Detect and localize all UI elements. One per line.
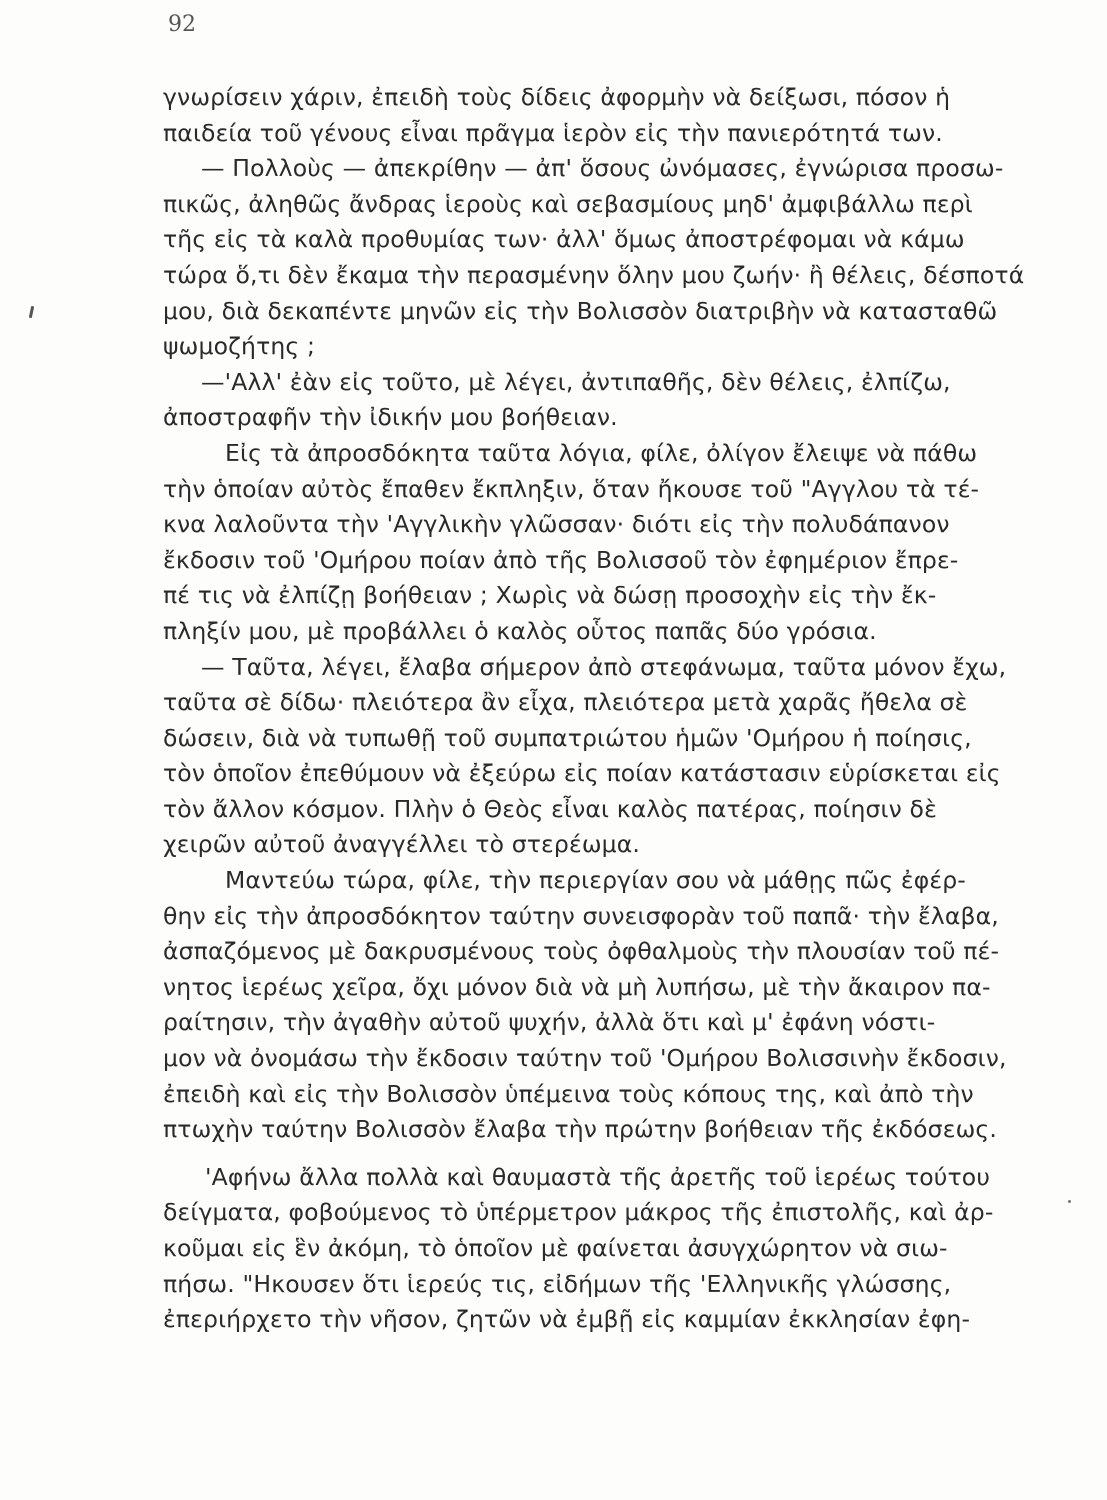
text-line: τώρα ὅ,τι δὲν ἔκαμα τὴν περασμένην ὅλην μου ζωήν· ἢ θέλεις, δέσποτά (163, 260, 1025, 289)
text-line: ταῦτα σὲ δίδω· πλειότερα ἂν εἶχα, πλειότερα μετὰ χαρᾶς ἤθελα σὲ (163, 688, 968, 717)
text-line: δώσειν, διὰ νὰ τυπωθῇ τοῦ συμπατριώτου ἡμῶν 'Ομήρου ἡ ποίησις, (163, 723, 972, 752)
body-text (163, 80, 1043, 1338)
text-line: ψωμοζήτης ; (163, 332, 316, 361)
text-line: τῆς εἰς τὰ καλὰ προθυμίας των· ἀλλ' ὅμως ἀποστρέφομαι νὰ κάμω (163, 225, 965, 254)
text-line: τὸν ὁποῖον ἐπεθύμουν νὰ ἐξεύρω εἰς ποίαν κατάστασιν εὑρίσκεται εἰς (163, 759, 1001, 788)
page-number: 92 (168, 12, 196, 37)
text-line: γνωρίσειν χάριν, ἐπειδὴ τοὺς δίδεις ἀφορμὴν νὰ δείξωσι, πόσον ἡ (163, 83, 951, 111)
text-line: — Ταῦτα, λέγει, ἔλαβα σήμερον ἀπὸ στεφάνωμα, ταῦτα μόνον ἔχω, (201, 652, 1007, 681)
text-line: ἐπεριήρχετο τὴν νῆσον, ζητῶν νὰ ἐμβῇ εἰς καμμίαν ἐκκλησίαν ἐφη- (163, 1305, 971, 1334)
text-line: παιδεία τοῦ γένους εἶναι πρᾶγμα ἱερὸν εἰς τὴν πανιερότητά των. (163, 118, 943, 147)
text-line: — Πολλοὺς — ἀπεκρίθην — ἀπ' ὅσους ὠνόμασες, ἐγνώρισα προσω- (201, 154, 1004, 183)
text-line: κοῦμαι εἰς ἓν ἀκόμη, τὸ ὁποῖον μὲ φαίνεται ἀσυγχώρητον νὰ σιω- (163, 1234, 948, 1262)
text-line: μον νὰ ὀνομάσω τὴν ἔκδοσιν ταύτην τοῦ 'Ομήρου Βολισσινὴν ἔκδοσιν, (163, 1044, 1007, 1073)
text-line: ἔκδοσιν τοῦ 'Ομήρου ποίαν ἀπὸ τῆς Βολισσοῦ τὸν ἐφημέριον ἔπρε- (163, 545, 959, 574)
text-line: πήσω. "Ηκουσεν ὅτι ἱερεύς τις, εἰδήμων τῆς 'Ελληνικῆς γλώσσης, (163, 1269, 952, 1298)
text-line: ἐπειδὴ καὶ εἰς τὴν Βολισσὸν ὑπέμεινα τοὺς κόπους της, καὶ ἀπὸ τὴν (163, 1079, 974, 1108)
text-line: μου, διὰ δεκαπέντε μηνῶν εἰς τὴν Βολισσὸν διατριβὴν νὰ κατασταθῶ (163, 296, 998, 325)
text-line: τὸν ἄλλον κόσμον. Πλὴν ὁ Θεὸς εἶναι καλὸς πατέρας, ποίησιν δὲ (163, 794, 937, 823)
text-line: ἀσπαζόμενος μὲ δακρυσμένους τοὺς ὀφθαλμοὺς τὴν πλουσίαν τοῦ πέ- (163, 937, 1000, 966)
margin-dot (1068, 1200, 1071, 1203)
text-line: θην εἰς τὴν ἀπροσδόκητον ταύτην συνεισφορὰν τοῦ παπᾶ· τὴν ἔλαβα, (163, 901, 999, 930)
text-line: πληξίν μου, μὲ προβάλλει ὁ καλὸς οὗτος παπᾶς δύο γρόσια. (163, 616, 877, 645)
text-line: νητος ἱερέως χεῖρα, ὄχι μόνον διὰ νὰ μὴ λυπήσω, μὲ τὴν ἄκαιρον πα- (163, 972, 991, 1001)
text-line: δείγματα, φοβούμενος τὸ ὑπέρμετρον μάκρος τῆς ἐπιστολῆς, καὶ ἀρ- (163, 1198, 994, 1227)
text-line: ἀποστραφῆν τὴν ἰδικήν μου βοήθειαν. (163, 403, 618, 432)
margin-mark (29, 306, 34, 318)
text-line: —'Αλλ' ἐὰν εἰς τοῦτο, μὲ λέγει, ἀντιπαθῆς, δὲν θέλεις, ἐλπίζω, (201, 367, 951, 396)
text-line: χειρῶν αὐτοῦ ἀναγγέλλει τὸ στερέωμα. (163, 830, 641, 859)
text-line: ραίτησιν, τὴν ἀγαθὴν αὐτοῦ ψυχήν, ἀλλὰ ὅτι καὶ μ' ἐφάνη νόστι- (163, 1008, 936, 1037)
text-line: πτωχὴν ταύτην Βολισσὸν ἔλαβα τὴν πρώτην βοήθειαν τῆς ἐκδόσεως. (163, 1115, 997, 1144)
text-line: τὴν ὁποίαν αὐτὸς ἔπαθεν ἔκπληξιν, ὅταν ἤκουσε τοῦ "Αγγλου τὰ τέ- (163, 474, 980, 503)
text-line: 'Αφήνω ἄλλα πολλὰ καὶ θαυμαστὰ τῆς ἀρετῆς τοῦ ἱερέως τούτου (205, 1162, 991, 1191)
text-line: πέ τις νὰ ἐλπίζῃ βοήθειαν ; Χωρὶς νὰ δώσῃ προσοχὴν εἰς τὴν ἔκ- (163, 581, 937, 610)
text-line: Εἰς τὰ ἀπροσδόκητα ταῦτα λόγια, φίλε, ὀλίγον ἔλειψε νὰ πάθω (225, 438, 978, 467)
text-line: κνα λαλοῦντα τὴν 'Αγγλικὴν γλῶσσαν· διότι εἰς τὴν πολυδάπανον (163, 510, 950, 539)
text-line: Μαντεύω τώρα, φίλε, τὴν περιεργίαν σου νὰ μάθῃς πῶς ἐφέρ- (225, 866, 966, 895)
text-line: πικῶς, ἀληθῶς ἄνδρας ἱεροὺς καὶ σεβασμίους μηδ' ἀμφιβάλλω περὶ (163, 189, 973, 218)
